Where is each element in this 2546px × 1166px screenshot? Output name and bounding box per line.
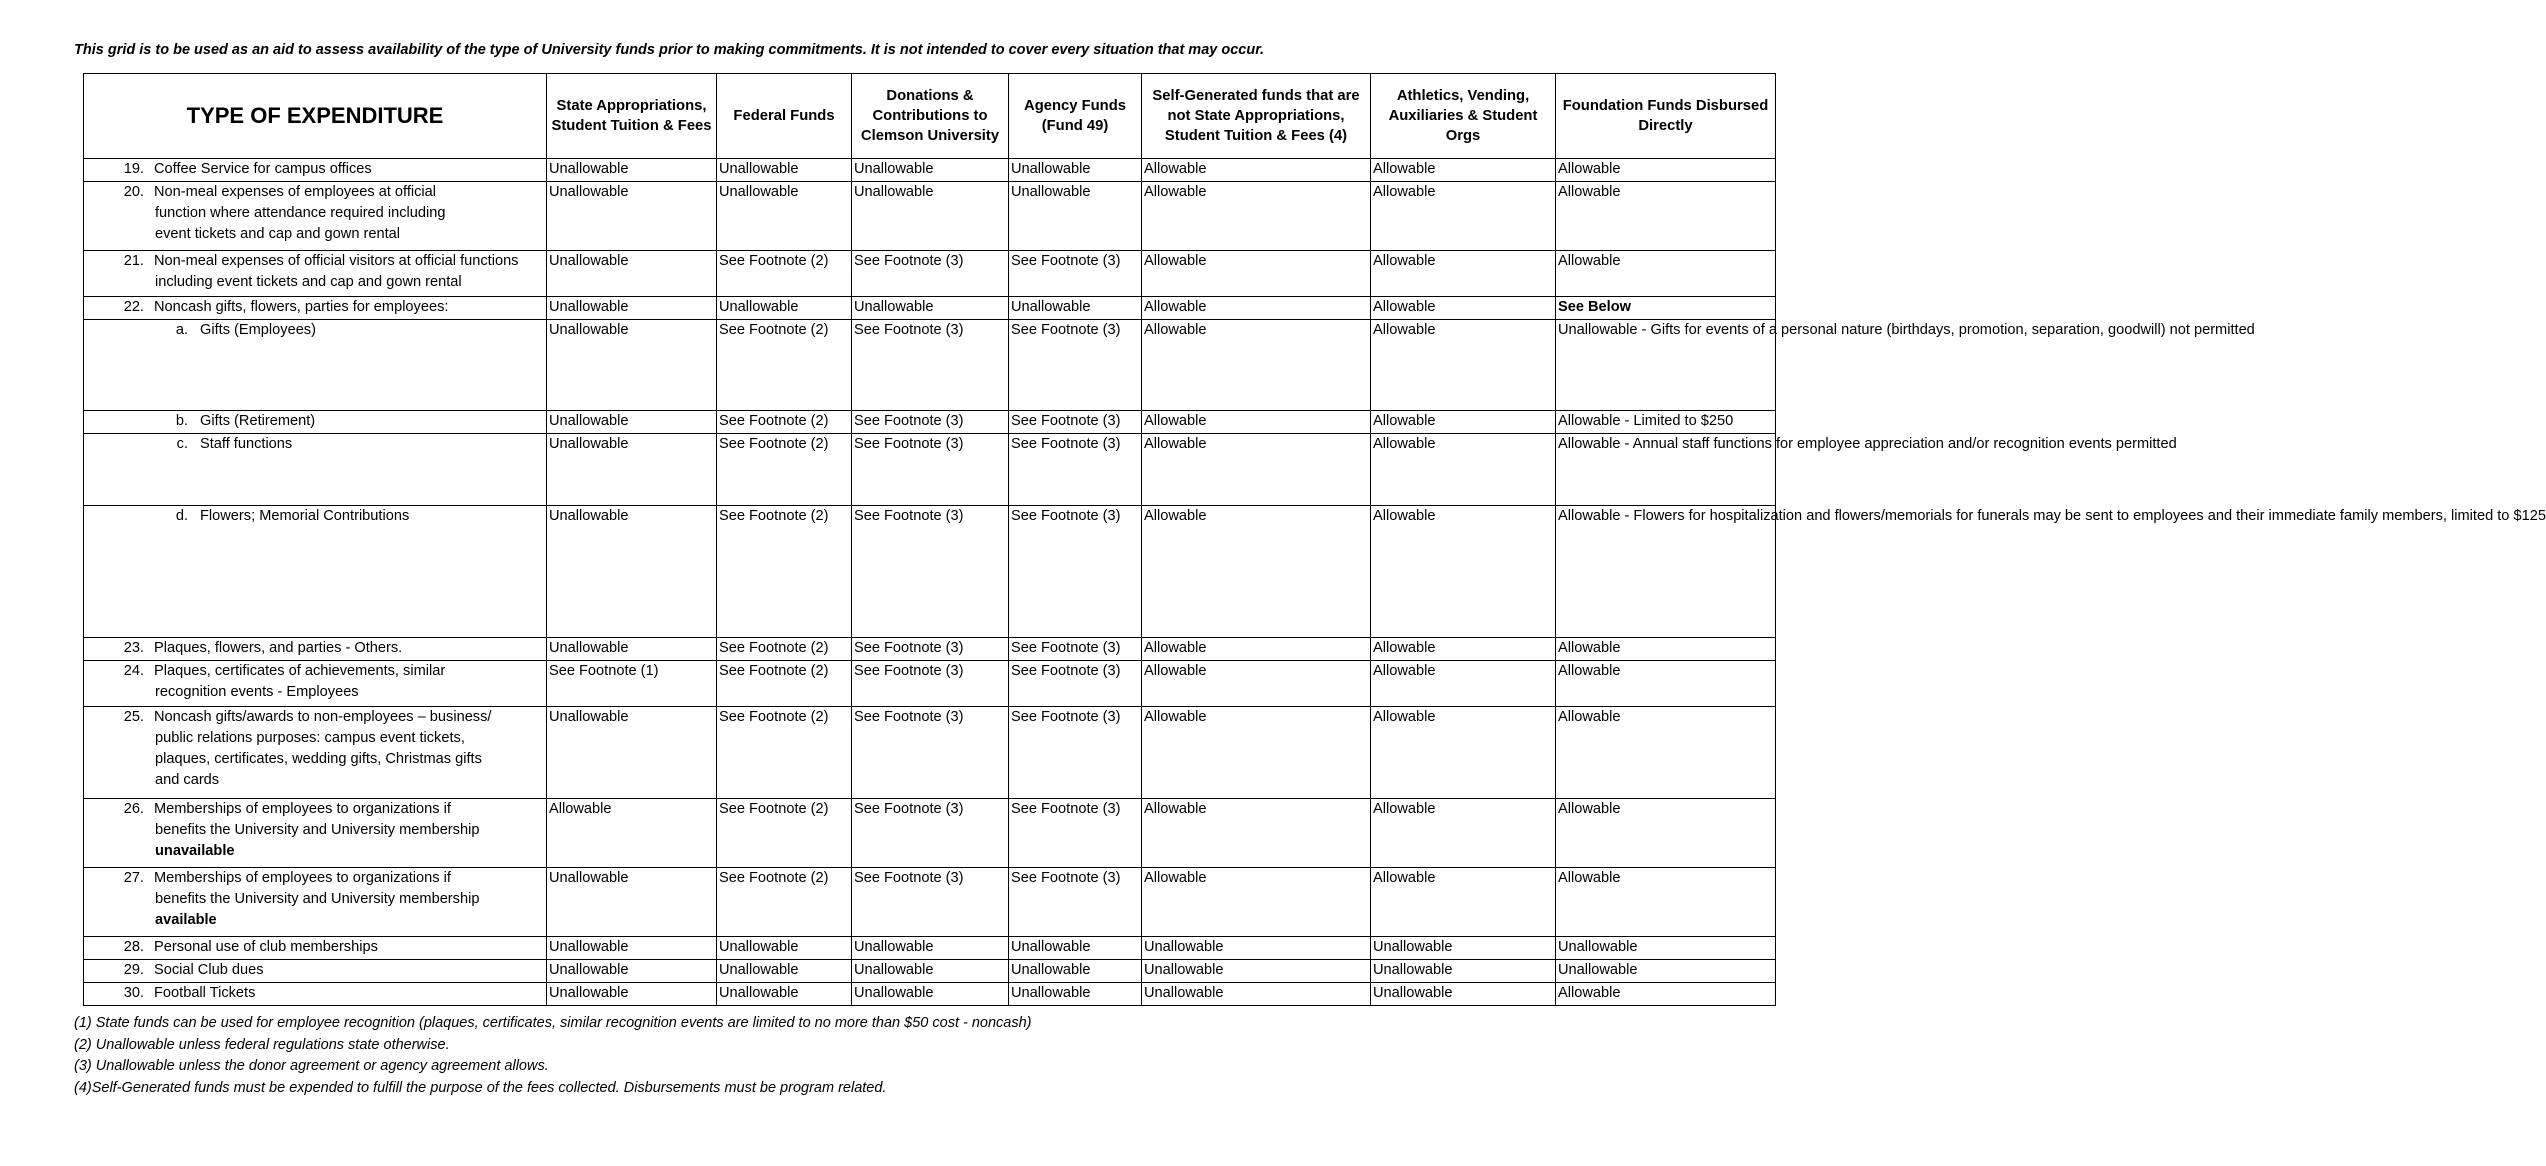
expenditure-line (84, 411, 546, 432)
expenditure-line: including event tickets and cap and gown rental (155, 274, 462, 290)
cell-federal: See Footnote (2) (717, 638, 852, 661)
cell-self: Allowable (1142, 182, 1371, 251)
cell-state: Unallowable (547, 506, 717, 638)
cell-self: Unallowable (1142, 937, 1371, 960)
expenditure-cell (84, 159, 547, 182)
table-row (84, 868, 1776, 937)
cell-agency: Unallowable (1009, 983, 1142, 1006)
cell-foundation: Unallowable - Gifts for events of a personal nature (birthdays, promotion, separation, goodwill) not permitted (1556, 320, 1776, 411)
cell-donations: Unallowable (852, 937, 1009, 960)
expenditure-line (84, 159, 546, 180)
cell-agency: See Footnote (3) (1009, 251, 1142, 297)
expenditure-cell (84, 297, 547, 320)
sub-item-letter: a. (175, 322, 188, 338)
cell-self: Allowable (1142, 297, 1371, 320)
cell-foundation: See Below (1556, 297, 1776, 320)
header-self-generated: Self-Generated funds that are not State Appropriations, Student Tuition & Fees (4) (1142, 74, 1371, 159)
cell-donations: See Footnote (3) (852, 320, 1009, 411)
cell-state: Unallowable (547, 434, 717, 506)
expenditure-cell (84, 937, 547, 960)
cell-athletics: Allowable (1371, 799, 1556, 868)
item-number: 19. (123, 161, 144, 177)
cell-donations: See Footnote (3) (852, 638, 1009, 661)
cell-state: Unallowable (547, 638, 717, 661)
cell-federal: Unallowable (717, 983, 852, 1006)
table-row (84, 434, 1776, 506)
expenditure-line: plaques, certificates, wedding gifts, Christmas gifts (155, 751, 482, 767)
expenditure-cell (84, 320, 547, 411)
expenditure-text: Memberships of employees to organizations if (154, 870, 451, 886)
cell-foundation: Allowable (1556, 182, 1776, 251)
expenditure-line (84, 434, 546, 455)
header-state-appropriations: State Appropriations, Student Tuition & Fees (547, 74, 717, 159)
cell-state: Unallowable (547, 297, 717, 320)
cell-state: Unallowable (547, 159, 717, 182)
cell-federal: Unallowable (717, 937, 852, 960)
table-row (84, 707, 1776, 799)
expenditure-line (84, 182, 546, 203)
expenditure-line (84, 638, 546, 659)
expenditure-line (84, 320, 546, 341)
cell-state: Unallowable (547, 960, 717, 983)
sub-item-letter: b. (175, 413, 188, 429)
expenditure-cell (84, 506, 547, 638)
expenditure-text: Personal use of club memberships (154, 939, 378, 955)
cell-state: Unallowable (547, 182, 717, 251)
expenditure-text: Gifts (Employees) (200, 322, 316, 338)
cell-agency: Unallowable (1009, 937, 1142, 960)
expenditure-text: Coffee Service for campus offices (154, 161, 372, 177)
cell-donations: See Footnote (3) (852, 868, 1009, 937)
table-row (84, 960, 1776, 983)
header-athletics: Athletics, Vending, Auxiliaries & Student Orgs (1371, 74, 1556, 159)
cell-donations: See Footnote (3) (852, 434, 1009, 506)
item-number: 26. (123, 801, 144, 817)
cell-self: Allowable (1142, 159, 1371, 182)
table-row (84, 799, 1776, 868)
item-number: 27. (123, 870, 144, 886)
cell-federal: See Footnote (2) (717, 707, 852, 799)
expenditure-cell (84, 799, 547, 868)
cell-foundation: Unallowable (1556, 960, 1776, 983)
expenditure-cell (84, 707, 547, 799)
cell-athletics: Allowable (1371, 661, 1556, 707)
cell-agency: Unallowable (1009, 182, 1142, 251)
cell-agency: See Footnote (3) (1009, 411, 1142, 434)
expenditure-line (84, 297, 546, 318)
cell-state: Unallowable (547, 707, 717, 799)
cell-foundation: Allowable (1556, 638, 1776, 661)
expenditure-line (84, 983, 546, 1004)
expenditure-line (84, 707, 546, 728)
cell-state: Unallowable (547, 411, 717, 434)
expenditure-text: Social Club dues (154, 962, 264, 978)
footnote-3: (3) Unallowable unless the donor agreement or agency agreement allows. (74, 1058, 549, 1074)
cell-athletics: Allowable (1371, 868, 1556, 937)
expenditure-line (84, 506, 546, 527)
expenditure-text: Football Tickets (154, 985, 256, 1001)
table-row (84, 983, 1776, 1006)
cell-federal: See Footnote (2) (717, 320, 852, 411)
cell-agency: See Footnote (3) (1009, 638, 1142, 661)
item-number: 22. (123, 299, 144, 315)
cell-athletics: Allowable (1371, 411, 1556, 434)
cell-self: Allowable (1142, 411, 1371, 434)
cell-donations: See Footnote (3) (852, 506, 1009, 638)
item-number: 28. (123, 939, 144, 955)
cell-foundation: Allowable (1556, 707, 1776, 799)
expenditure-text: Memberships of employees to organizations if (154, 801, 451, 817)
cell-federal: See Footnote (2) (717, 661, 852, 707)
cell-athletics: Unallowable (1371, 983, 1556, 1006)
expenditure-text: Plaques, certificates of achievements, similar (154, 663, 446, 679)
cell-federal: Unallowable (717, 159, 852, 182)
cell-self: Allowable (1142, 638, 1371, 661)
sub-item-letter: c. (176, 436, 188, 452)
cell-agency: See Footnote (3) (1009, 506, 1142, 638)
cell-self: Allowable (1142, 251, 1371, 297)
expenditure-line (84, 251, 546, 272)
cell-agency: Unallowable (1009, 960, 1142, 983)
cell-athletics: Allowable (1371, 707, 1556, 799)
item-number: 29. (123, 962, 144, 978)
cell-agency: See Footnote (3) (1009, 707, 1142, 799)
expenditure-grid (83, 73, 2546, 1006)
expenditure-cell (84, 661, 547, 707)
cell-agency: Unallowable (1009, 297, 1142, 320)
cell-self: Unallowable (1142, 983, 1371, 1006)
cell-athletics: Allowable (1371, 320, 1556, 411)
cell-self: Unallowable (1142, 960, 1371, 983)
expenditure-line (84, 661, 546, 682)
expenditure-cell (84, 983, 547, 1006)
table-row (84, 297, 1776, 320)
cell-self: Allowable (1142, 661, 1371, 707)
cell-federal: See Footnote (2) (717, 506, 852, 638)
cell-agency: See Footnote (3) (1009, 799, 1142, 868)
cell-federal: See Footnote (2) (717, 868, 852, 937)
item-number: 23. (123, 640, 144, 656)
cell-self: Allowable (1142, 799, 1371, 868)
expenditure-line: function where attendance required including (155, 205, 446, 221)
cell-state: Unallowable (547, 868, 717, 937)
cell-donations: Unallowable (852, 983, 1009, 1006)
cell-federal: Unallowable (717, 182, 852, 251)
cell-self: Allowable (1142, 434, 1371, 506)
expenditure-text: Gifts (Retirement) (200, 413, 316, 429)
item-number: 24. (123, 663, 144, 679)
cell-donations: See Footnote (3) (852, 707, 1009, 799)
cell-foundation: Allowable (1556, 983, 1776, 1006)
expenditure-cell (84, 251, 547, 297)
cell-foundation: Allowable - Annual staff functions for employee appreciation and/or recognition events permitted (1556, 434, 1776, 506)
cell-athletics: Allowable (1371, 182, 1556, 251)
sub-item-letter: d. (175, 508, 188, 524)
cell-federal: See Footnote (2) (717, 799, 852, 868)
cell-donations: Unallowable (852, 159, 1009, 182)
cell-self: Allowable (1142, 707, 1371, 799)
header-federal-funds: Federal Funds (717, 74, 852, 159)
cell-athletics: Allowable (1371, 159, 1556, 182)
cell-agency: See Footnote (3) (1009, 434, 1142, 506)
expenditure-line (84, 937, 546, 958)
expenditure-cell (84, 411, 547, 434)
cell-donations: Unallowable (852, 297, 1009, 320)
expenditure-line (84, 868, 546, 889)
item-number: 25. (123, 709, 144, 725)
cell-foundation: Allowable - Flowers for hospitalization and flowers/memorials for funerals may be sent to employees and their immediate family members, limited to $125 (1556, 506, 1776, 638)
cell-donations: See Footnote (3) (852, 411, 1009, 434)
footnote-2: (2) Unallowable unless federal regulations state otherwise. (74, 1036, 450, 1053)
item-number: 20. (123, 184, 144, 200)
expenditure-text: Flowers; Memorial Contributions (200, 508, 410, 524)
table-row (84, 638, 1776, 661)
cell-state: Unallowable (547, 251, 717, 297)
cell-foundation: Allowable (1556, 159, 1776, 182)
cell-federal: Unallowable (717, 297, 852, 320)
cell-agency: See Footnote (3) (1009, 320, 1142, 411)
table-row (84, 320, 1776, 411)
expenditure-line: benefits the University and University membership (155, 822, 480, 838)
expenditure-text: Non-meal expenses of employees at official (154, 184, 437, 200)
cell-self: Allowable (1142, 506, 1371, 638)
expenditure-cell (84, 868, 547, 937)
expenditure-text: Plaques, flowers, and parties - Others. (154, 640, 403, 656)
footnotes (74, 1013, 1032, 1099)
expenditure-cell (84, 638, 547, 661)
table-row (84, 661, 1776, 707)
expenditure-line: unavailable (155, 843, 235, 859)
cell-federal: See Footnote (2) (717, 251, 852, 297)
cell-donations: See Footnote (3) (852, 251, 1009, 297)
cell-athletics: Unallowable (1371, 937, 1556, 960)
cell-federal: See Footnote (2) (717, 411, 852, 434)
cell-foundation: Unallowable (1556, 937, 1776, 960)
table-row (84, 251, 1776, 297)
expenditure-text: Non-meal expenses of official visitors at official functions (154, 253, 519, 269)
header-agency-funds: Agency Funds (Fund 49) (1009, 74, 1142, 159)
cell-athletics: Allowable (1371, 506, 1556, 638)
expenditure-line: available (155, 912, 217, 928)
cell-donations: Unallowable (852, 960, 1009, 983)
table-row (84, 182, 1776, 251)
cell-agency: See Footnote (3) (1009, 661, 1142, 707)
cell-athletics: Allowable (1371, 434, 1556, 506)
header-foundation: Foundation Funds Disbursed Directly (1556, 74, 1776, 159)
cell-athletics: Unallowable (1371, 960, 1556, 983)
cell-self: Allowable (1142, 320, 1371, 411)
header-row (84, 74, 1776, 159)
cell-athletics: Allowable (1371, 638, 1556, 661)
item-number: 30. (123, 985, 144, 1001)
intro-note: This grid is to be used as an aid to assess availability of the type of University funds prior to making commitments. It is not intended to cover every situation that may occur. (74, 42, 1265, 58)
cell-donations: See Footnote (3) (852, 661, 1009, 707)
expenditure-line (84, 799, 546, 820)
expenditure-line: event tickets and cap and gown rental (155, 226, 401, 242)
cell-state: Unallowable (547, 320, 717, 411)
cell-donations: Unallowable (852, 182, 1009, 251)
cell-state: Allowable (547, 799, 717, 868)
expenditure-cell (84, 434, 547, 506)
cell-foundation: Allowable (1556, 799, 1776, 868)
footnote-1: (1) State funds can be used for employee recognition (plaques, certificates, similar recognition events are limited to no more than $50 cost - noncash) (74, 1015, 1032, 1031)
cell-federal: Unallowable (717, 960, 852, 983)
table-row (84, 159, 1776, 182)
expenditure-cell (84, 182, 547, 251)
cell-agency: Unallowable (1009, 159, 1142, 182)
expenditure-line: and cards (155, 772, 220, 788)
cell-foundation: Allowable - Limited to $250 (1556, 411, 1776, 434)
cell-athletics: Allowable (1371, 297, 1556, 320)
expenditure-cell (84, 960, 547, 983)
cell-state: See Footnote (1) (547, 661, 717, 707)
cell-donations: See Footnote (3) (852, 799, 1009, 868)
header-donations: Donations & Contributions to Clemson University (852, 74, 1009, 159)
expenditure-line: public relations purposes: campus event tickets, (155, 730, 465, 746)
expenditure-text: Noncash gifts/awards to non-employees – business/ (154, 709, 492, 725)
footnote-4: (4)Self-Generated funds must be expended to fulfill the purpose of the fees collected. Disbursements must be program related. (74, 1079, 887, 1096)
cell-foundation: Allowable (1556, 868, 1776, 937)
table-row (84, 411, 1776, 434)
cell-federal: See Footnote (2) (717, 434, 852, 506)
expenditure-text: Noncash gifts, flowers, parties for employees: (154, 299, 449, 315)
header-type-of-expenditure: TYPE OF EXPENDITURE (84, 74, 547, 159)
cell-state: Unallowable (547, 937, 717, 960)
cell-self: Allowable (1142, 868, 1371, 937)
expenditure-line: recognition events - Employees (155, 684, 359, 700)
cell-agency: See Footnote (3) (1009, 868, 1142, 937)
expenditure-line: benefits the University and University membership (155, 891, 480, 907)
cell-state: Unallowable (547, 983, 717, 1006)
table-row (84, 506, 1776, 638)
expenditure-line (84, 960, 546, 981)
cell-foundation: Allowable (1556, 661, 1776, 707)
expenditure-text: Staff functions (200, 436, 293, 452)
item-number: 21. (123, 253, 144, 269)
cell-foundation: Allowable (1556, 251, 1776, 297)
cell-athletics: Allowable (1371, 251, 1556, 297)
table-row (84, 937, 1776, 960)
